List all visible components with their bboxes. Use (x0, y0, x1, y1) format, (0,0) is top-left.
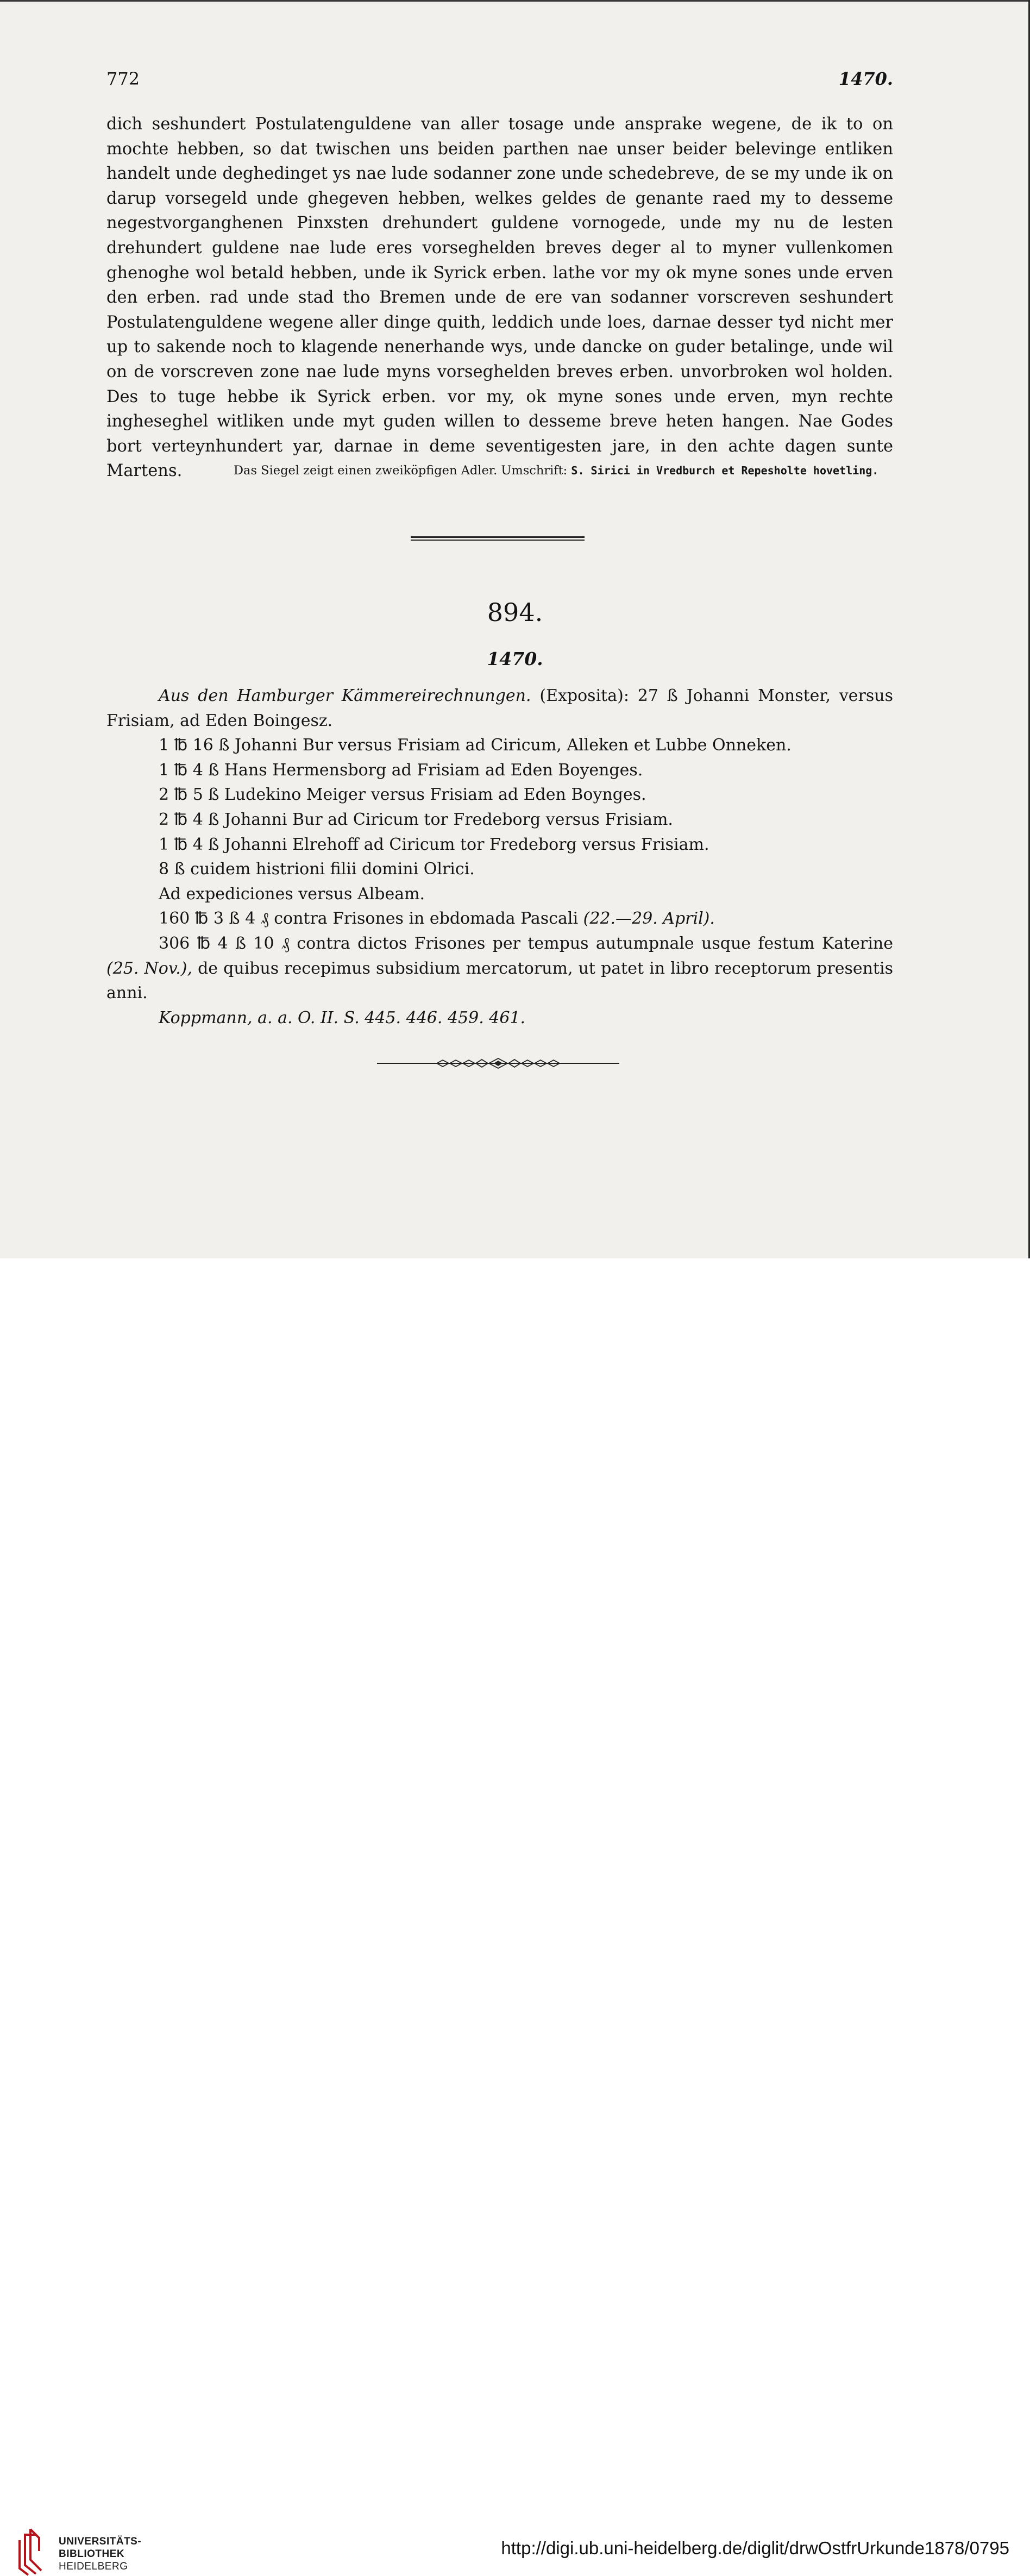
entry-line: 1 ℔ 4 ß Hans Hermensborg ad Frisiam ad Eden Boyenges. (159, 760, 643, 780)
library-line: BIBLIOTHEK (59, 2548, 125, 2560)
entry-line: 1 ℔ 16 ß Johanni Bur versus Frisiam ad Ciricum, Alleken et Lubbe Onneken. (159, 736, 792, 755)
library-name (59, 2535, 141, 2573)
divider-line-bottom (411, 540, 585, 541)
entry-text: 306 ℔ 4 ß 10 ₰ contra dictos Frisones per tempus autumpnale usque festum Katerine (159, 933, 893, 953)
document-year: 1470. (487, 648, 543, 669)
entry-date: (25. Nov.), (106, 958, 192, 978)
section-divider (411, 536, 585, 542)
page-header (106, 68, 893, 92)
entry-line (106, 906, 893, 931)
entry-line (106, 931, 893, 1006)
seal-note (193, 461, 885, 481)
source-entry (106, 684, 893, 733)
running-year: 1470. (838, 68, 893, 89)
source-url-link[interactable]: http://digi.ub.uni-heidelberg.de/diglit/drwOstfrUrkunde1878/0795 (501, 2538, 1009, 2558)
entry-text: 160 ℔ 3 ß 4 ₰ contra Frisones in ebdomada Pascali (159, 909, 579, 929)
entry-line: 2 ℔ 5 ß Ludekino Meiger versus Frisiam ad Eden Boynges. (159, 785, 646, 805)
entry-line: 2 ℔ 4 ß Johanni Bur ad Ciricum tor Fredeborg versus Frisiam. (159, 810, 673, 829)
divider-line-top (411, 536, 585, 538)
entry-line: (Exposita): 27 ß Johanni Monster, versus Frisiam, ad Eden Boingesz. (106, 686, 893, 730)
entry-text: de quibus recepimus subsidium mercatorum, ut patet in libro receptorum presentis anni. (106, 958, 893, 1003)
library-logo-icon (14, 2527, 52, 2576)
charter-text: dich seshundert Postulatenguldene van aller tosage unde ansprake wegene, de ik to on mochte hebben, so dat twischen uns beiden parthen nae unser beider belevinge entliken handelt unde deghedinget ys nae lude sodanner zone unde schedebreve, de se my unde ik on darup vorsegeld unde ghegeven hebben, welkes geldes de genante raed my to desseme negestvorganghenen Pinxsten drehundert guldene vornogede, unde my nu de lesten drehundert guldene nae lude eres vorseghelden breves deger al to myner vullenkomen ghenoghe wol betald hebben, unde ik Syrick erben. lathe vor my ok myne sones unde erven den erben. rad unde stad tho Bremen unde de ere van sodanner vorscreven seshundert Postulatenguldene wegene aller dinge quith, leddich unde loes, darnae desser tyd nicht mer up to sakende noch to klagende nenerhande wys, unde dancke on guder betalinge, unde wil on de vorscreven zone nae lude myns vorseghelden breves erben. unvorbroken wol holden. Des to tuge hebbe ik Syrick erben. vor my, ok myne sones unde erven, myn rechte ingheseghel witliken unde myt guden willen to desseme breve heten hangen. Nae Godes bort verteynhundert yar, darnae in deme seventigesten jare, in den achte dagen sunte Martens. (106, 115, 893, 481)
source-title: Aus den Hamburger Kämmereirechnungen. (159, 686, 531, 705)
page-number: 772 (106, 68, 140, 89)
entry-date: (22.—29. April). (583, 909, 715, 929)
scanned-page (0, 0, 1030, 1258)
entry-line: 1 ℔ 4 ß Johanni Elrehoff ad Ciricum tor Fredeborg versus Frisiam. (159, 835, 709, 854)
entry-line: Ad expediciones versus Albeam. (159, 884, 425, 904)
footer-bar (0, 1258, 1030, 2572)
seal-legend: S. Sirici in Vredburch et Repesholte hovetling. (571, 464, 879, 477)
document-number: 894. (487, 598, 543, 627)
reference-line: Koppmann, a. a. O. II. S. 445. 446. 459. 461. (159, 1008, 526, 1027)
entry-line: 8 ß cuidem histrioni filii domini Olrici. (159, 860, 475, 879)
library-line: UNIVERSITÄTS- (59, 2536, 142, 2547)
scan-top-border (0, 0, 1030, 2)
document-body (106, 684, 893, 1030)
ornament-divider (377, 1058, 619, 1069)
seal-note-text: Das Siegel zeigt einen zweiköpfigen Adler. Umschrift: (234, 463, 568, 478)
library-line: HEIDELBERG (59, 2561, 128, 2572)
